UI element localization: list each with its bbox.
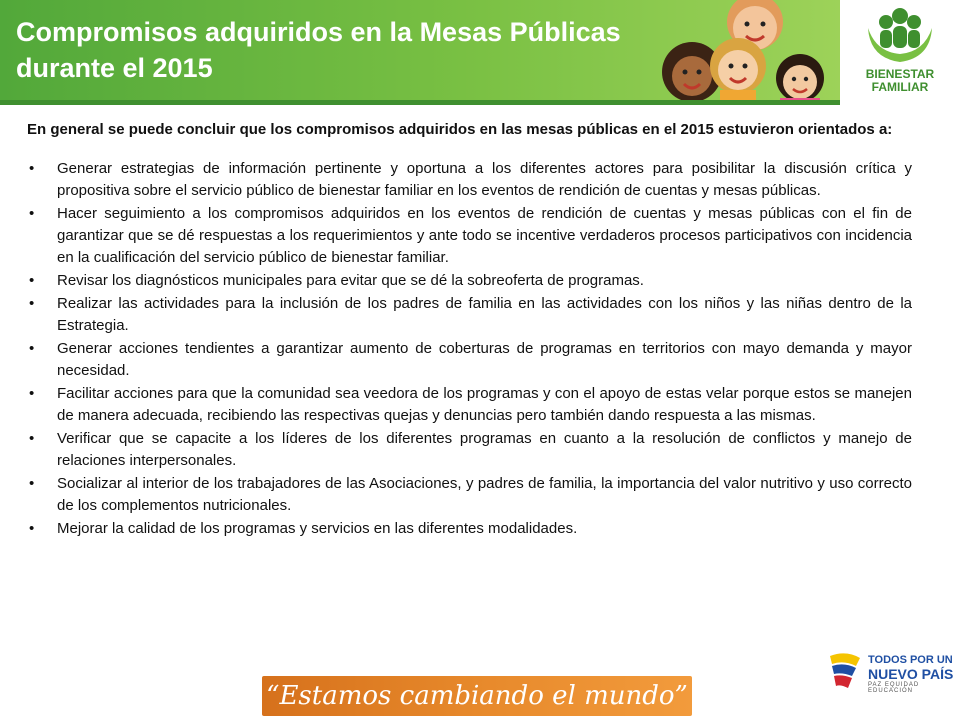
list-item-text: Hacer seguimiento a los compromisos adquiridos en los eventos de rendición de cuentas y mesas públicas con el fin de garantizar que se dé respuestas a los requerimientos y ante todo se incentive verdaderos procesos participativos con incidencia en la cualificación del servicio público de bienestar familiar. [57,205,912,266]
bullet-icon: • [29,520,35,537]
children-illustration [650,0,840,105]
commitments-list [27,158,912,540]
todos-por-un-nuevo-pais-logo [826,648,956,698]
colombia-flag-swoosh-icon [826,648,866,696]
slogan-banner [262,676,692,716]
page-title [16,14,656,86]
bullet-icon: • [29,160,35,177]
list-item-text: Realizar las actividades para la inclusión de los padres de familia en las actividades con los niños y las niñas dentro de la Estrategia. [57,295,912,334]
list-item-text: Generar estrategias de información pertinente y oportuna a los diferentes actores para posibilitar la discusión crítica y propositiva sobre el servicio público de bienestar familiar en los eventos de rendición de cuentas y mesas públicas. [57,160,912,199]
bienestar-familiar-logo [840,0,960,110]
gov-tagline: PAZ EQUIDAD EDUCACIÓN [868,682,920,694]
bullet-icon: • [29,385,35,402]
list-item [27,383,912,427]
gov-line-2: NUEVO PAÍS [868,666,954,682]
slogan-text: “Estamos cambiando el mundo” [266,681,688,711]
bullet-icon: • [29,205,35,222]
list-item-text: Mejorar la calidad de los programas y servicios en las diferentes modalidades. [57,520,578,537]
list-item [27,270,912,292]
list-item-text: Revisar los diagnósticos municipales para evitar que se dé la sobreoferta de programas. [57,272,644,289]
bullet-icon: • [29,272,35,289]
list-item [27,338,912,382]
list-item-text: Socializar al interior de los trabajadores de las Asociaciones, y padres de familia, la importancia del valor nutritivo y uso correcto de los complementos nutricionales. [57,475,912,514]
logo-wordmark [840,68,960,94]
list-item-text: Facilitar acciones para que la comunidad sea veedora de los programas y con el apoyo de estas velar porque estos se manejen de manera adecuada, recibiendo las respectivas quejas y denuncias pero también dando respuesta a las mismas. [57,385,912,424]
main-content [27,118,912,541]
gov-line-1: TODOS POR UN [868,654,953,666]
title-line-2: durante el 2015 [16,53,213,83]
list-item [27,428,912,472]
list-item [27,203,912,269]
bullet-icon: • [29,430,35,447]
bullet-icon: • [29,475,35,492]
logo-line-1: BIENESTAR [865,67,935,81]
header [0,0,960,110]
title-banner [0,0,840,105]
list-item-text: Verificar que se capacite a los líderes de los diferentes programas en cuanto a la resolución de conflictos y manejo de relaciones interpersonales. [57,430,912,469]
list-item [27,293,912,337]
title-line-1: Compromisos adquiridos en la Mesas Públicas [16,17,621,47]
logo-line-2: FAMILIAR [871,80,929,94]
intro-paragraph: En general se puede concluir que los compromisos adquiridos en las mesas públicas en el 2015 estuvieron orientados a: [27,121,893,138]
list-item [27,518,912,540]
list-item [27,158,912,202]
list-item-text: Generar acciones tendientes a garantizar aumento de coberturas de programas en territorios con mayo demanda y mayor necesidad. [57,340,912,379]
list-item [27,473,912,517]
bullet-icon: • [29,340,35,357]
bullet-icon: • [29,295,35,312]
gov-wordmark [868,654,953,682]
family-hands-icon [840,0,960,66]
